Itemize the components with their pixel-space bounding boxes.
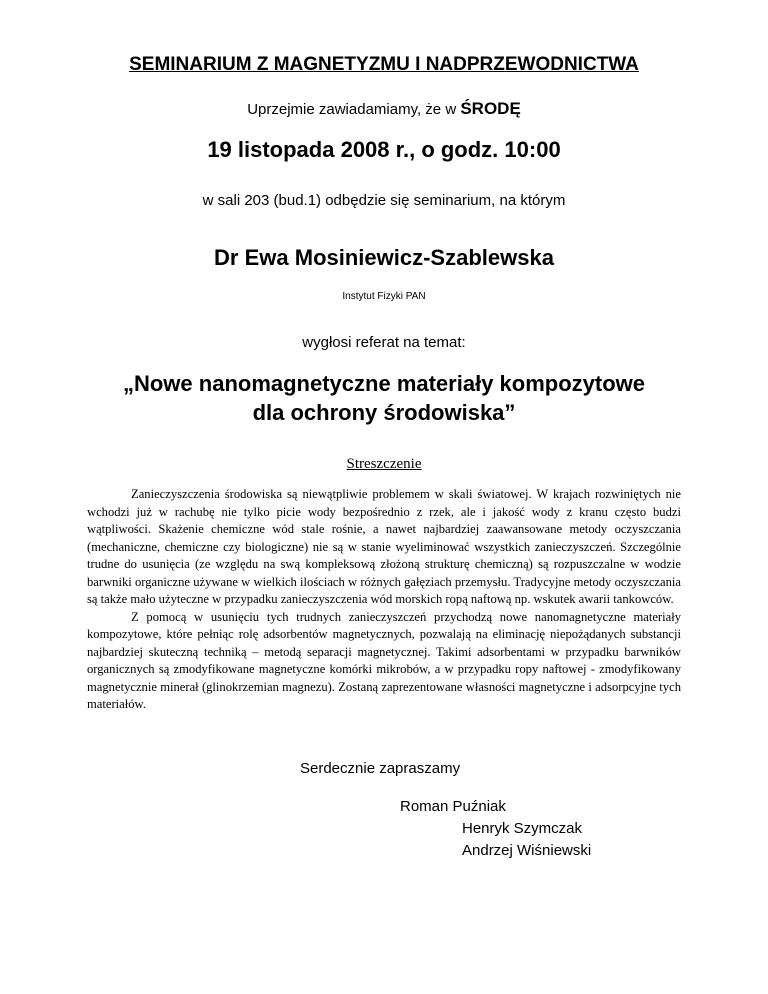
venue-line: w sali 203 (bud.1) odbędzie się seminarium, na którym bbox=[202, 192, 566, 209]
announce-line: wygłosi referat na temat: bbox=[302, 334, 466, 351]
abstract-body bbox=[87, 486, 681, 714]
intro-day: ŚRODĘ bbox=[460, 99, 521, 118]
signatory-1: Roman Puźniak bbox=[400, 798, 506, 815]
event-date-time: 19 listopada 2008 r., o godz. 10:00 bbox=[207, 137, 561, 162]
abstract-heading: Streszczenie bbox=[346, 456, 422, 472]
signatory-2: Henryk Szymczak bbox=[462, 820, 583, 837]
seminar-heading: SEMINARIUM Z MAGNETYZMU I NADPRZEWODNICTWA bbox=[129, 54, 639, 75]
speaker-name: Dr Ewa Mosiniewicz-Szablewska bbox=[214, 245, 554, 270]
intro-line bbox=[0, 99, 768, 119]
talk-title-line-2: dla ochrony środowiska” bbox=[252, 400, 516, 425]
talk-title-line-1: „Nowe nanomagnetyczne materiały kompozytowe bbox=[122, 371, 646, 396]
signatory-3: Andrzej Wiśniewski bbox=[462, 842, 592, 859]
speaker-affiliation: Instytut Fizyki PAN bbox=[342, 291, 426, 302]
intro-text: Uprzejmie zawiadamiamy, że w bbox=[247, 101, 461, 118]
abstract-paragraph-2: Z pomocą w usunięciu tych trudnych zanieczyszczeń przychodzą nowe nanomagnetyczne materiały kompozytowe, które pełniąc rolę adsorbentów magnetycznych, pozwalają na eliminację niepożądanych substancji najbardziej skuteczną techniką – metodą separacji magnetycznej. Takimi adsorbentami w przypadku barwników organicznych są zmodyfikowane magnetyczne komórki mikrobów, a w przypadku ropy naftowej - zmodyfikowany magnetycznie minerał (glinokrzemian magnezu). Zostaną zaprezentowane własności magnetyczne i adsorpcyjne tych materiałów. bbox=[87, 609, 681, 711]
closing-invitation: Serdecznie zapraszamy bbox=[300, 760, 461, 777]
talk-title bbox=[0, 369, 768, 427]
abstract-paragraph-1: Zanieczyszczenia środowiska są niewątpliwie problemem w skali światowej. W krajach rozwiniętych nie wchodzi już w rachubę nie tylko picie wody bezpośrednio z rzek, ale i jakość wody z kranu często budzi wątpliwości. Skażenie chemiczne wód stale rośnie, a nawet najbardziej zaawansowane metody oczyszczania (mechaniczne, chemiczne czy biologiczne) nie są w stanie wyeliminować wszystkich zanieczyszczeń. Szczególnie trudne do usunięcia (ze względu na swą kompleksową złożoną strukturę chemiczną) są rozpuszczalne w wodzie barwniki organiczne używane w wielkich ilościach w różnych gałęziach przemysłu. Tradycyjne metody oczyszczania są także mało użyteczne w przypadku zanieczyszczenia wód morskich ropą naftową np. wskutek awarii tankowców. bbox=[87, 487, 681, 606]
